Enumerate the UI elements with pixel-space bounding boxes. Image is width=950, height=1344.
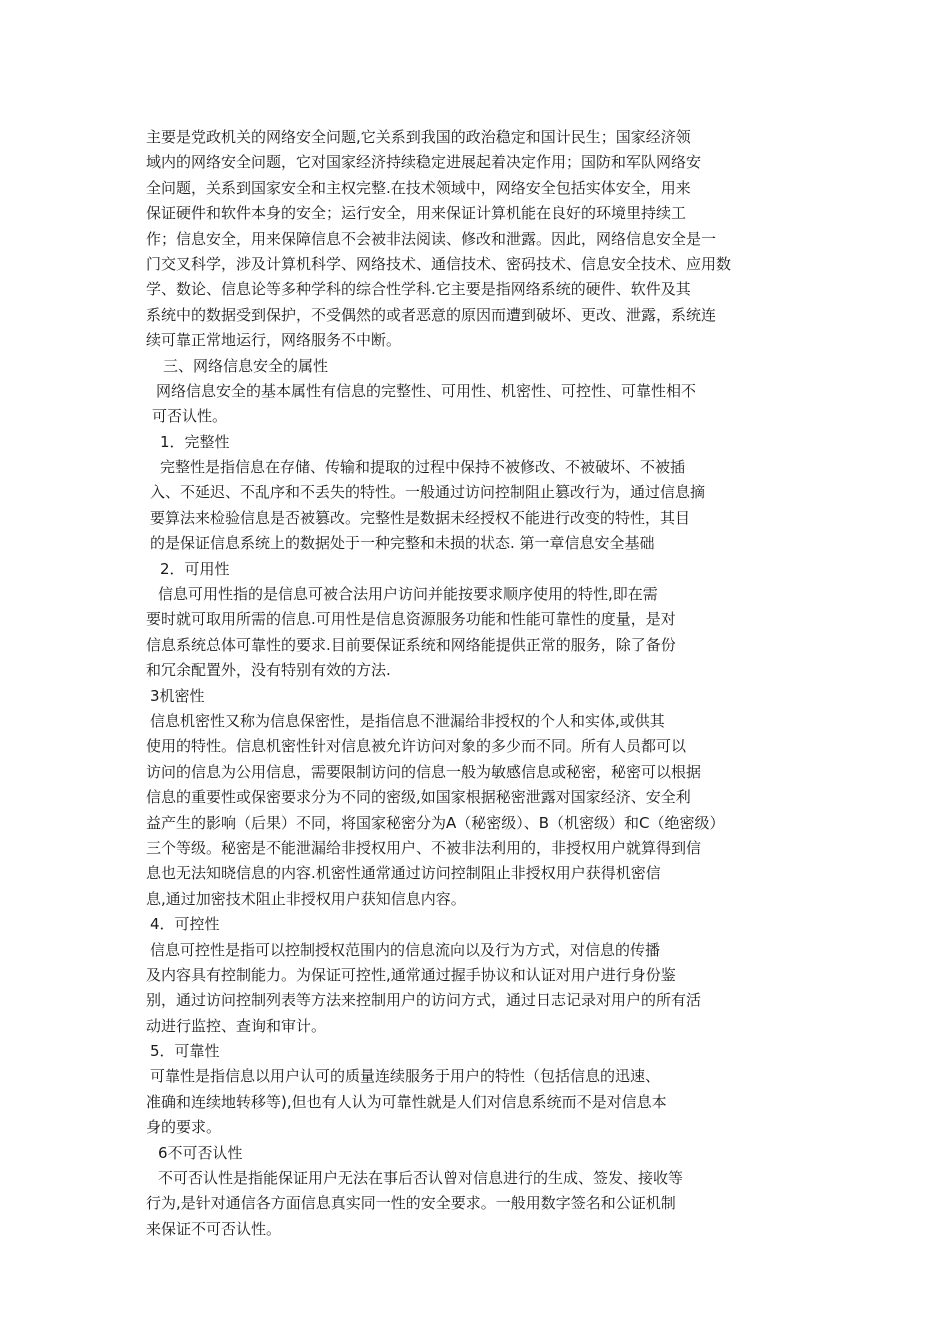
body-line: 信息机密性又称为信息保密性，是指信息不泄漏给非授权的个人和实体,或供其 [150, 711, 665, 730]
subsection-heading: 2．可用性 [160, 559, 230, 578]
subsection-heading: 4．可控性 [150, 915, 220, 934]
body-line: 别，通过访问控制列表等方法来控制用户的访问方式，通过日志记录对用户的所有活 [146, 991, 702, 1010]
body-line: 息也无法知晓信息的内容.机密性通常通过访问控制阻止非授权用户获得机密信 [146, 864, 661, 883]
body-line: 的是保证信息系统上的数据处于一种完整和未损的状态. 第一章信息安全基础 [150, 534, 655, 553]
body-line: 来保证不可否认性。 [146, 1219, 282, 1238]
body-line: 使用的特性。信息机密性针对信息被允许访问对象的多少而不同。所有人员都可以 [146, 737, 687, 756]
body-line: 信息系统总体可靠性的要求.目前要保证系统和网络能提供正常的服务，除了备份 [146, 635, 676, 654]
subsection-heading: 5．可靠性 [150, 1042, 220, 1061]
body-line: 不可否认性是指能保证用户无法在事后否认曾对信息进行的生成、签发、接收等 [158, 1169, 684, 1188]
body-line: 系统中的数据受到保护，不受偶然的或者恶意的原因而遭到破坏、更改、泄露，系统连 [146, 305, 717, 324]
document-body [0, 125, 950, 1242]
subsection-heading: 1．完整性 [160, 432, 230, 451]
body-line: 全问题，关系到国家安全和主权完整.在技术领域中，网络安全包括实体安全，用来 [146, 178, 691, 197]
subsection-heading: 3机密性 [150, 686, 205, 705]
body-line: 要算法来检验信息是否被篡改。完整性是数据未经授权不能进行改变的特性，其目 [150, 508, 691, 527]
body-line: 学、数论、信息论等多种学科的综合性学科.它主要是指网络系统的硬件、软件及其 [146, 280, 691, 299]
body-line: 访问的信息为公用信息，需要限制访问的信息一般为敏感信息或秘密，秘密可以根据 [146, 762, 702, 781]
body-line: 完整性是指信息在存储、传输和提取的过程中保持不被修改、不被破坏、不被插 [160, 458, 686, 477]
body-line: 网络信息安全的基本属性有信息的完整性、可用性、机密性、可控性、可靠性相不 [156, 381, 697, 400]
section-heading: 三、网络信息安全的属性 [163, 356, 329, 375]
body-line: 作；信息安全，用来保障信息不会被非法阅读、修改和泄露。因此，网络信息安全是一 [146, 229, 717, 248]
body-line: 息,通过加密技术阻止非授权用户获知信息内容。 [146, 889, 466, 908]
body-line: 可否认性。 [152, 407, 228, 426]
body-line: 和冗余配置外，没有特别有效的方法. [146, 661, 391, 680]
body-line: 信息可用性指的是信息可被合法用户访问并能按要求顺序使用的特性,即在需 [158, 585, 658, 604]
body-line: 要时就可取用所需的信息.可用性是信息资源服务功能和性能可靠性的度量，是对 [146, 610, 676, 629]
body-line: 信息可控性是指可以控制授权范围内的信息流向以及行为方式，对信息的传播 [150, 940, 661, 959]
body-line: 益产生的影响（后果）不同，将国家秘密分为A（秘密级）、B（机密级）和C（绝密级） [146, 813, 725, 832]
body-line: 身的要求。 [146, 1118, 222, 1137]
body-line: 行为,是针对通信各方面信息真实同一性的安全要求。一般用数字签名和公证机制 [146, 1194, 676, 1213]
body-line: 及内容具有控制能力。为保证可控性,通常通过握手协议和认证对用户进行身份鉴 [146, 965, 676, 984]
body-line: 可靠性是指信息以用户认可的质量连续服务于用户的特性（包括信息的迅速、 [150, 1067, 661, 1086]
body-line: 域内的网络安全问题，它对国家经济持续稳定进展起着决定作用；国防和军队网络安 [146, 153, 702, 172]
body-line: 动进行监控、查询和审计。 [146, 1016, 327, 1035]
body-line: 续可靠正常地运行，网络服务不中断。 [146, 331, 402, 350]
subsection-heading: 6不可否认性 [158, 1143, 243, 1162]
body-line: 保证硬件和软件本身的安全；运行安全，用来保证计算机能在良好的环境里持续工 [146, 204, 687, 223]
body-line: 入、不延迟、不乱序和不丢失的特性。一般通过访问控制阻止篡改行为，通过信息摘 [150, 483, 706, 502]
body-line: 信息的重要性或保密要求分为不同的密级,如国家根据秘密泄露对国家经济、安全利 [146, 788, 691, 807]
body-line: 主要是党政机关的网络安全问题,它关系到我国的政治稳定和国计民生；国家经济领 [146, 128, 691, 146]
body-line: 准确和连续地转移等),但也有人认为可靠性就是人们对信息系统而不是对信息本 [146, 1092, 667, 1111]
body-line: 门交叉科学，涉及计算机科学、网络技术、通信技术、密码技术、信息安全技术、应用数 [146, 254, 732, 273]
body-line: 三个等级。秘密是不能泄漏给非授权用户、不被非法利用的，非授权用户就算得到信 [146, 838, 702, 857]
